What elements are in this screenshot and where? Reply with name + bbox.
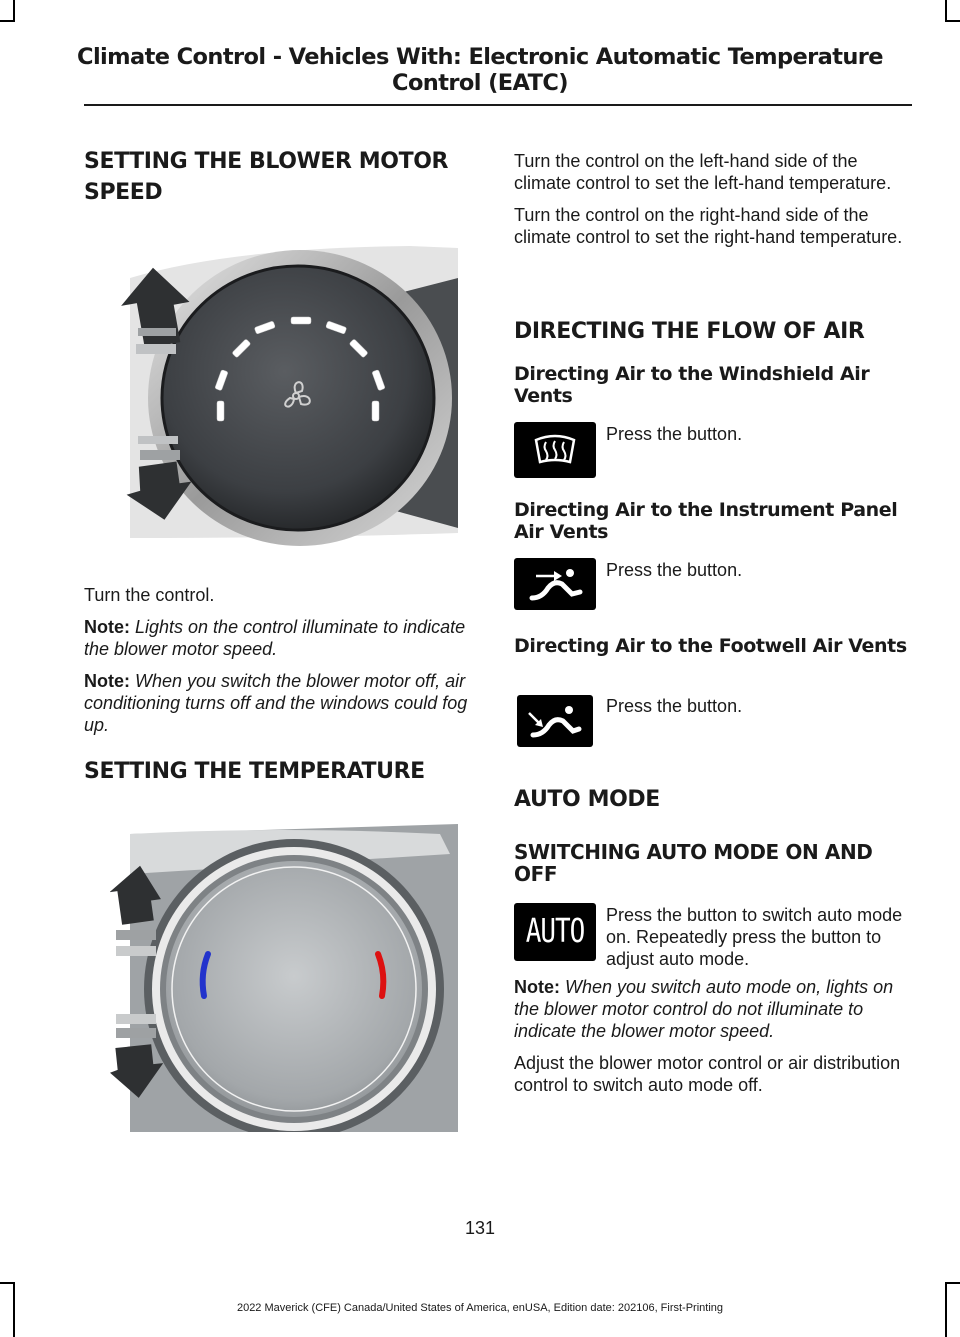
header-title-line1: Climate Control - Vehicles With: Electronic Automatic Temperature (77, 44, 883, 70)
panel-heading: Directing Air to the Instrument Panel Air Vents (514, 499, 898, 543)
footwell-vent-button-icon (517, 695, 593, 747)
blower-heading-line2: SPEED (84, 180, 163, 205)
auto-button-icon (514, 903, 596, 961)
note-label: Note: (84, 671, 135, 691)
windshield-defrost-icon (514, 422, 596, 478)
header-title-line2: Control (EATC) (392, 70, 568, 96)
panel-vent-icon (514, 558, 596, 610)
crop-mark (945, 1282, 960, 1284)
note-text: Lights on the control illuminate to indicate the blower motor speed. (84, 617, 466, 659)
windshield-defrost-button-icon (514, 422, 596, 478)
header-rule (84, 104, 912, 106)
blower-control-figure (110, 238, 458, 550)
temperature-heading: SETTING THE TEMPERATURE (84, 759, 425, 784)
windshield-text: Press the button. (606, 424, 743, 444)
blower-note-1 (84, 616, 469, 660)
temperature-control-figure (110, 814, 458, 1132)
crop-mark (13, 0, 15, 22)
auto-icon: AUTO (525, 913, 585, 951)
note-text: When you switch auto mode on, lights on the blower motor control do not illuminate to indicate the blower motor speed. (514, 977, 894, 1041)
footwell-text: Press the button. (606, 696, 743, 716)
panel-text: Press the button. (606, 560, 743, 580)
page-footer: 2022 Maverick (CFE) Canada/United States of America, enUSA, Edition date: 202106, First-Printing (236, 1302, 724, 1314)
note-label: Note: (84, 617, 135, 637)
airflow-heading: DIRECTING THE FLOW OF AIR (514, 319, 865, 344)
crop-mark (0, 20, 15, 22)
blower-heading (84, 146, 484, 208)
blower-note-2 (84, 670, 469, 736)
footwell-vent-icon (517, 695, 593, 747)
auto-note (514, 976, 906, 1042)
temp-left-text: Turn the control on the left-hand side of the climate control to set the left-hand temperature. (514, 151, 892, 193)
page-number: 131 (464, 1218, 496, 1238)
crop-mark (945, 20, 960, 22)
auto-subheading: SWITCHING AUTO MODE ON AND OFF (514, 840, 873, 886)
note-text: When you switch the blower motor off, air conditioning turns off and the windows could fog up. (84, 671, 468, 735)
windshield-heading: Directing Air to the Windshield Air Vents (514, 363, 870, 407)
blower-heading-line1: SETTING THE BLOWER MOTOR (84, 149, 449, 174)
panel-vent-button-icon (514, 558, 596, 610)
page-header (40, 44, 920, 96)
note-label: Note: (514, 977, 565, 997)
auto-heading: AUTO MODE (514, 787, 660, 812)
blower-instruction: Turn the control. (84, 585, 215, 605)
crop-mark (0, 1282, 15, 1284)
footwell-heading: Directing Air to the Footwell Air Vents (514, 635, 907, 657)
temp-right-text: Turn the control on the right-hand side of the climate control to set the right-hand temperature. (514, 205, 903, 247)
auto-text: Press the button to switch auto mode on. Repeatedly press the button to adjust auto mode. (606, 905, 903, 969)
crop-mark (945, 0, 947, 22)
auto-off-text: Adjust the blower motor control or air distribution control to switch auto mode off. (514, 1053, 901, 1095)
